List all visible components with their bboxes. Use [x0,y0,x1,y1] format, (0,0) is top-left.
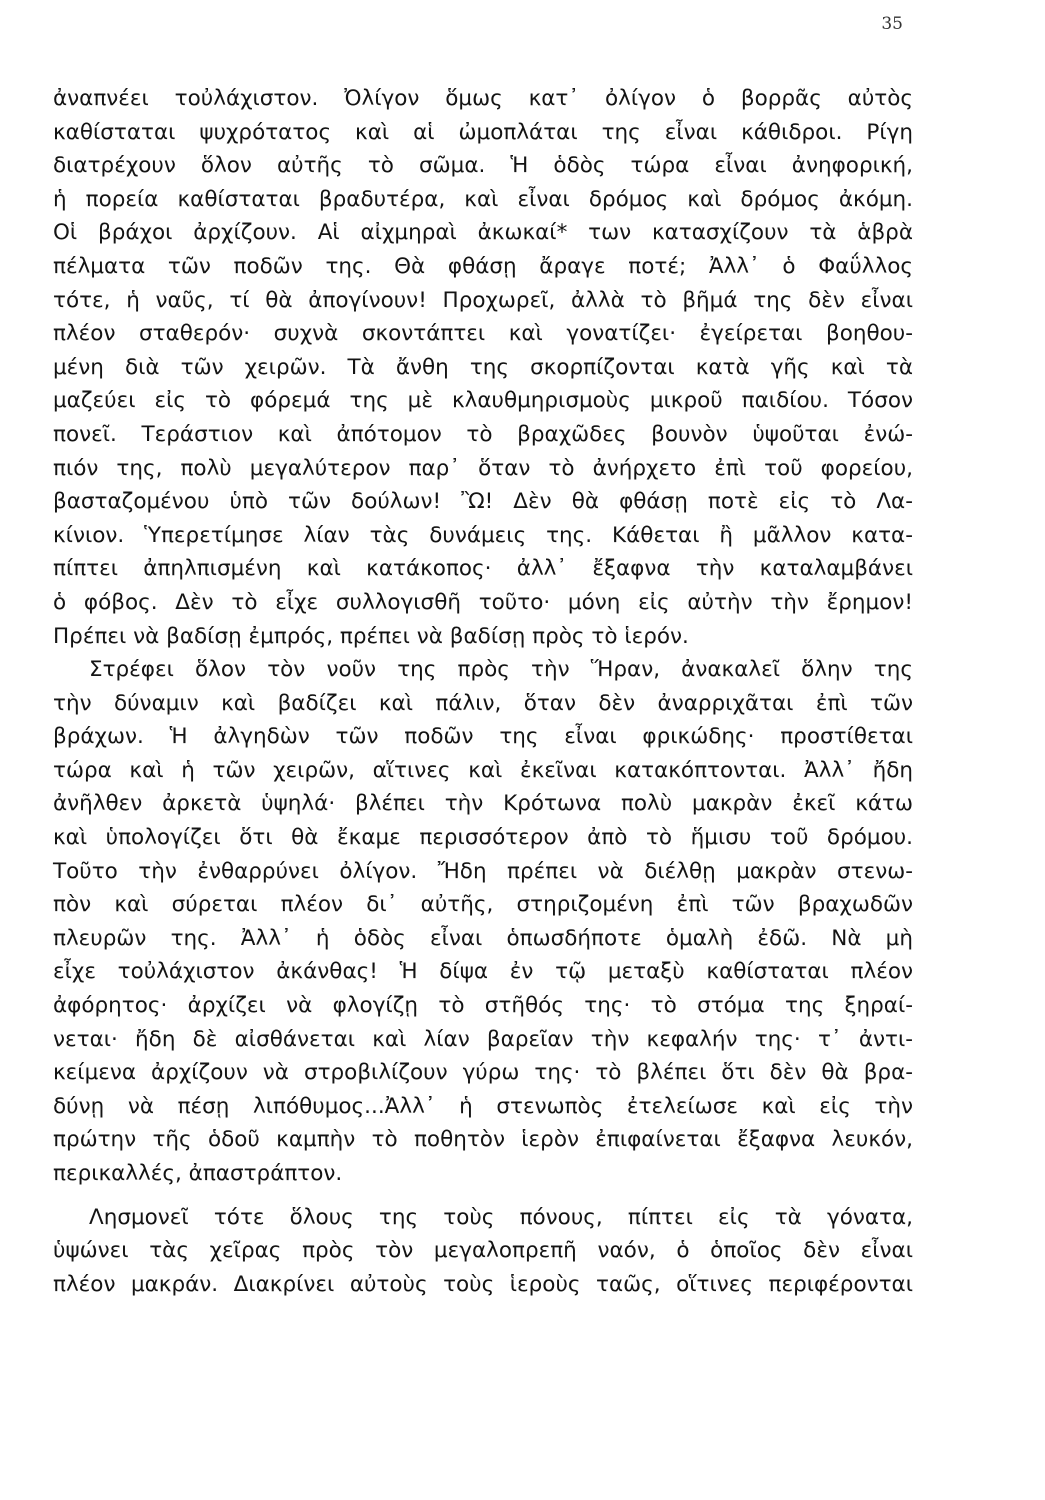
text-line: πρώτην τῆς ὁδοῦ καμπὴν τὸ ποθητὸν ἱερὸν ἐπιφαίνεται ἔξαφνα λευκόν, [53,1127,913,1153]
text-line: ἀναπνέει τοὐλάχιστον. Ὀλίγον ὅμως κατ᾽ ὀλίγον ὁ βορρᾶς αὐτὸς [53,86,913,111]
text-line: πλευρῶν της. Ἀλλ᾽ ἡ ὁδὸς εἶναι ὁπωσδήποτε ὁμαλὴ ἐδῶ. Νὰ μὴ [53,925,913,951]
text-line: ἡ πορεία καθίσταται βραδυτέρα, καὶ εἶναι δρόμος καὶ δρόμος ἀκόμη. [53,186,913,212]
text-line: πέλματα τῶν ποδῶν της. Θὰ φθάσῃ ἄραγε ποτέ; Ἀλλ᾽ ὁ Φαΰλλος [53,253,913,279]
text-line: νεται· ἤδη δὲ αἰσθάνεται καὶ λίαν βαρεῖαν τὴν κεφαλήν της· τ᾽ ἀντι- [53,1026,913,1052]
text-line: μένη διὰ τῶν χειρῶν. Τὰ ἄνθη της σκορπίζονται κατὰ γῆς καὶ τὰ [53,354,913,380]
text-line: ὑψώνει τὰς χεῖρας πρὸς τὸν μεγαλοπρεπῆ ναόν, ὁ ὁποῖος δὲν εἶναι [53,1238,913,1264]
text-line: καθίσταται ψυχρότατος καὶ αἱ ὠμοπλάται της εἶναι κάθιδροι. Ρίγη [53,119,913,145]
body-text [53,82,913,1301]
text-line: περικαλλές, ἀπαστράπτον. [53,1161,343,1186]
text-line: Στρέφει ὅλον τὸν νοῦν της πρὸς τὴν Ἥραν, ἀνακαλεῖ ὅλην της [89,657,913,683]
text-line: βασταζομένου ὑπὸ τῶν δούλων! Ὢ! Δὲν θὰ φθάσῃ ποτὲ εἰς τὸ Λα- [53,489,913,515]
text-line: πονεῖ. Τεράστιον καὶ ἀπότομον τὸ βραχῶδες βουνὸν ὑψοῦται ἐνώ- [53,421,913,447]
paragraph [53,82,913,653]
paragraph [53,653,913,1191]
text-line: πλέον σταθερόν· συχνὰ σκοντάπτει καὶ γονατίζει· ἐγείρεται βοηθου- [53,321,913,347]
text-line: μαζεύει εἰς τὸ φόρεμά της μὲ κλαυθμηρισμοὺς μικροῦ παιδίου. Τόσον [53,388,913,414]
text-line: ἀφόρητος· ἀρχίζει νὰ φλογίζῃ τὸ στῆθός της· τὸ στόμα της ξηραί- [53,993,913,1019]
text-line: καὶ ὑπολογίζει ὅτι θὰ ἔκαμε περισσότερον ἀπὸ τὸ ἥμισυ τοῦ δρόμου. [53,825,913,851]
paragraph [53,1201,913,1302]
text-line: Πρέπει νὰ βαδίσῃ ἐμπρός, πρέπει νὰ βαδίσῃ πρὸς τὸ ἱερόν. [53,623,689,649]
text-line: ὁ φόβος. Δὲν τὸ εἶχε συλλογισθῆ τοῦτο· μόνη εἰς αὐτὴν τὴν ἔρημον! [53,589,913,615]
text-line: Οἱ βράχοι ἀρχίζουν. Αἱ αἰχμηραὶ ἀκωκαί* των κατασχίζουν τὰ ἁβρὰ [53,220,913,246]
text-line: τότε, ἡ ναῦς, τί θὰ ἀπογίνουν! Προχωρεῖ, ἀλλὰ τὸ βῆμά της δὲν εἶναι [53,287,913,313]
page-number: 35 [881,14,903,34]
text-line: πίπτει ἀπηλπισμένη καὶ κατάκοπος· ἀλλ᾽ ἔξαφνα τὴν καταλαμβάνει [53,556,913,582]
text-line: κείμενα ἀρχίζουν νὰ στροβιλίζουν γύρω της· τὸ βλέπει ὅτι δὲν θὰ βρα- [53,1060,913,1086]
text-line: πὸν καὶ σύρεται πλέον δι᾽ αὐτῆς, στηριζομένη ἐπὶ τῶν βραχωδῶν [53,892,913,918]
text-line: Τοῦτο τὴν ἐνθαρρύνει ὀλίγον. Ἤδη πρέπει νὰ διέλθῃ μακρὰν στενω- [53,858,913,884]
paragraph-gap [53,1191,913,1201]
text-line: δύνῃ νὰ πέσῃ λιπόθυμος...Ἀλλ᾽ ἡ στενωπὸς ἐτελείωσε καὶ εἰς τὴν [53,1093,913,1119]
text-line: τὴν δύναμιν καὶ βαδίζει καὶ πάλιν, ὅταν δὲν ἀναρριχᾶται ἐπὶ τῶν [53,690,913,716]
text-line: βράχων. Ἡ ἀλγηδὼν τῶν ποδῶν της εἶναι φρικώδης· προστίθεται [53,724,913,750]
text-line: διατρέχουν ὅλον αὐτῆς τὸ σῶμα. Ἡ ὁδὸς τώρα εἶναι ἀνηφορική, [53,153,913,179]
text-line: εἶχε τοὐλάχιστον ἀκάνθας! Ἡ δίψα ἐν τῷ μεταξὺ καθίσταται πλέον [53,959,913,985]
text-line: τώρα καὶ ἡ τῶν χειρῶν, αἵτινες καὶ ἐκεῖναι κατακόπτονται. Ἀλλ᾽ ἤδη [53,757,913,783]
text-line: Λησμονεῖ τότε ὅλους της τοὺς πόνους, πίπτει εἰς τὰ γόνατα, [89,1204,913,1230]
text-line: ἀνῆλθεν ἀρκετὰ ὑψηλά· βλέπει τὴν Κρότωνα πολὺ μακρὰν ἐκεῖ κάτω [53,791,913,817]
text-line: πιόν της, πολὺ μεγαλύτερον παρ᾽ ὅταν τὸ ἀνήρχετο ἐπὶ τοῦ φορείου, [53,455,913,481]
text-line: πλέον μακράν. Διακρίνει αὐτοὺς τοὺς ἱεροὺς ταῶς, οἵτινες περιφέρονται [53,1271,913,1297]
text-line: κίνιον. Ὑπερετίμησε λίαν τὰς δυνάμεις της. Κάθεται ἢ μᾶλλον κατα- [53,522,913,548]
